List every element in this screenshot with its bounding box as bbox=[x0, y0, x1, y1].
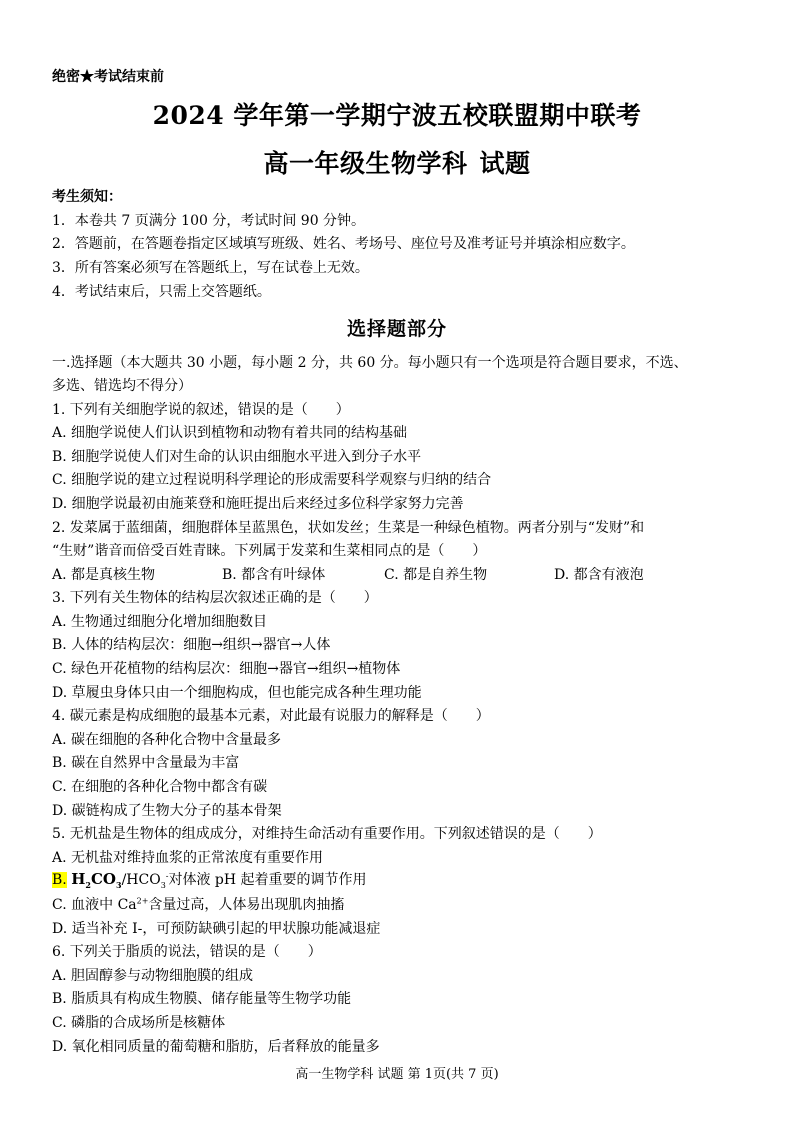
exam-subtitle bbox=[0, 144, 794, 180]
page-footer: 高一生物学科 试题 第 1页(共 7 页) bbox=[295, 1067, 499, 1082]
option-d: D. 都含有液泡 bbox=[554, 567, 644, 583]
option-b-text: 对体液 pH 起着重要的调节作用 bbox=[168, 872, 367, 888]
options-row bbox=[52, 564, 752, 584]
question-stem: 2. 发菜属于蓝细菌，细胞群体呈蓝黑色，状如发丝；生菜是一种绿色植物。两者分别与“发财”和 bbox=[52, 520, 645, 536]
chem-h: H bbox=[71, 870, 86, 888]
instructions-line: 一.选择题（本大题共 30 小题，每小题 2 分，共 60 分。每小题只有一个选项是符合题目要求，不选、 bbox=[52, 355, 688, 371]
chem-sub-2: 2 bbox=[85, 880, 91, 890]
option-c: C. 都是自养生物 bbox=[384, 567, 488, 583]
notice-item: 2．答题前，在答题卷指定区域填写班级、姓名、考场号、座位号及准考证号并填涂相应数字。 bbox=[52, 236, 635, 252]
option-a: A. 胆固醇参与动物细胞膜的组成 bbox=[52, 968, 254, 984]
chem-sub-3: 3 bbox=[115, 880, 122, 890]
subject-label: 高一年级生物学科 bbox=[263, 149, 468, 178]
option-c: C. 细胞学说的建立过程说明科学理论的形成需要科学观察与归纳的结合 bbox=[52, 472, 492, 488]
option-a: A. 都是真核生物 bbox=[52, 567, 156, 583]
notice-item: 3．所有答案必须写在答题纸上，写在试卷上无效。 bbox=[52, 260, 369, 276]
option-b: B. 碳在自然界中含量最为丰富 bbox=[52, 755, 240, 771]
question-stem: 5. 无机盐是生物体的组成成分，对维持生命活动有重要作用。下列叙述错误的是（ ） bbox=[52, 826, 602, 842]
option-b-label-highlight: B. bbox=[52, 872, 67, 888]
chem-h2co3 bbox=[71, 870, 121, 888]
question-stem: 3. 下列有关生物体的结构层次叙述正确的是（ ） bbox=[52, 590, 378, 606]
option-a: A. 碳在细胞的各种化合物中含量最多 bbox=[52, 732, 282, 748]
option-c-text-a: C. 血液中 Ca bbox=[52, 897, 137, 913]
option-c: C. 在细胞的各种化合物中都含有碳 bbox=[52, 779, 268, 795]
option-b: B. 脂质具有构成生物膜、储存能量等生物学功能 bbox=[52, 991, 352, 1007]
option-a: A. 细胞学说使人们认识到植物和动物有着共同的结构基础 bbox=[52, 425, 408, 441]
option-b: B. 人体的结构层次：细胞→组织→器官→人体 bbox=[52, 637, 331, 653]
exam-title: 2024 学年第一学期宁波五校联盟期中联考 bbox=[152, 101, 642, 130]
question-stem: 4. 碳元素是构成细胞的最基本元素，对此最有说服力的解释是（ ） bbox=[52, 708, 490, 724]
confidential-label: 绝密★考试结束前 bbox=[52, 69, 164, 85]
option-d: D. 碳链构成了生物大分子的基本骨架 bbox=[52, 803, 282, 819]
notice-item: 1．本卷共 7 页满分 100 分，考试时间 90 分钟。 bbox=[52, 213, 366, 229]
option-b bbox=[52, 869, 367, 890]
section-title: 选择题部分 bbox=[346, 318, 447, 340]
test-label: 试题 bbox=[479, 149, 531, 178]
question-stem: 1. 下列有关细胞学说的叙述，错误的是（ ） bbox=[52, 402, 350, 418]
option-d: D. 适当补充 I-，可预防缺碘引起的甲状腺功能减退症 bbox=[52, 921, 381, 937]
chem-hco3: /HCO bbox=[121, 872, 161, 888]
instructions-line: 多选、错选均不得分） bbox=[52, 378, 192, 394]
option-a: A. 生物通过细胞分化增加细胞数目 bbox=[52, 614, 268, 630]
notice-heading: 考生须知： bbox=[52, 189, 122, 205]
option-a: A. 无机盐对维持血浆的正常浓度有重要作用 bbox=[52, 850, 324, 866]
question-stem: 6. 下列关于脂质的说法，错误的是（ ） bbox=[52, 944, 322, 960]
notice-item: 4．考试结束后，只需上交答题纸。 bbox=[52, 284, 271, 300]
option-b: B. 都含有叶绿体 bbox=[222, 567, 326, 583]
option-b: B. 细胞学说使人们对生命的认识由细胞水平进入到分子水平 bbox=[52, 449, 422, 465]
option-d: D. 细胞学说最初由施莱登和施旺提出后来经过多位科学家努力完善 bbox=[52, 496, 464, 512]
chem-co: CO bbox=[90, 870, 116, 888]
option-c: C. 绿色开花植物的结构层次：细胞→器官→组织→植物体 bbox=[52, 661, 401, 677]
option-c bbox=[52, 894, 344, 914]
option-c: C. 磷脂的合成场所是核糖体 bbox=[52, 1015, 226, 1031]
chem-hco3-sub: 3 bbox=[160, 880, 166, 890]
option-c-text-b: 含量过高，人体易出现肌肉抽搐 bbox=[148, 897, 345, 913]
chem-hco3-charge: - bbox=[165, 871, 169, 881]
option-d: D. 草履虫身体只由一个细胞构成，但也能完成各种生理功能 bbox=[52, 685, 422, 701]
option-d: D. 氧化相同质量的葡萄糖和脂肪，后者释放的能量多 bbox=[52, 1039, 380, 1055]
question-stem: “生财”谐音而倍受百姓青睐。下列属于发菜和生菜相同点的是（ ） bbox=[52, 543, 487, 559]
ca-charge: 2+ bbox=[136, 896, 149, 906]
